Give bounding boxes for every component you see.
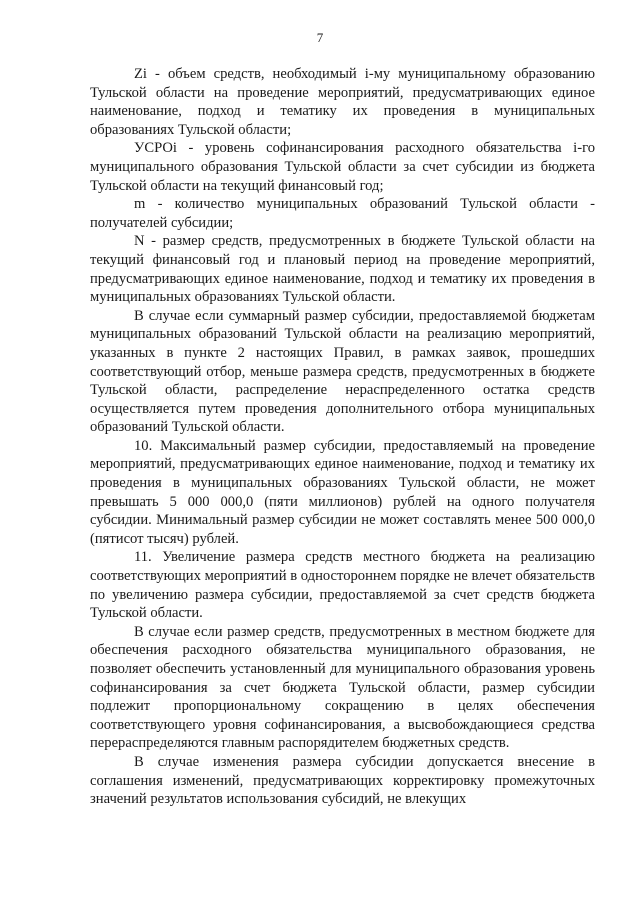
paragraph-item-11-local-budget: 11. Увеличение размера средств местного бюджета на реализацию соответствующих мероприятий в одностороннем порядке не влечет обязательств по увеличению размера субсидии, предоставляемой за счет средств бюджета Тульской области.: [90, 549, 595, 622]
paragraph-remaining-distribution: В случае если суммарный размер субсидии, предоставляемой бюджетам муниципальных образований Тульской области на реализацию мероприятий, указанных в пункте 2 настоящих Правил, в рамках заявок, прошедших соответствующий отбор, меньше размера средств, предусмотренных в бюджете Тульской области, распределение нераспределенного остатка средств осуществляется путем проведения дополнительного отбора муниципальных образований Тульской области.: [90, 307, 595, 436]
paragraph-agreement-changes: В случае изменения размера субсидии допускается внесение в соглашения изменений, предусматривающих корректировку промежуточных значений результатов использования субсидий, не влекущих: [90, 753, 595, 808]
paragraph-usroi-definition: УСРОi - уровень софинансирования расходного обязательства i-го муниципального образования Тульской области за счет субсидии из бюджета Тульской области на текущий финансовый год;: [90, 140, 595, 194]
paragraph-n-definition: N - размер средств, предусмотренных в бюджете Тульской области на текущий финансовый год и плановый период на проведение мероприятий, предусматривающих единое наименование, подход и тематику их проведения в муниципальных образованиях Тульской области.: [90, 233, 595, 306]
page-number: 7: [316, 30, 324, 45]
paragraph-m-definition: m - количество муниципальных образований Тульской области - получателей субсидии;: [90, 196, 595, 231]
paragraph-item-10-subsidy-limits: 10. Максимальный размер субсидии, предоставляемый на проведение мероприятий, предусматривающих единое наименование, подход и тематику их проведения в муниципальных образованиях Тульской области, не может превышать 5 000 000,0 (пяти миллионов) рублей на одного получателя субсидии. Минимальный размер субсидии не может составлять менее 500 000,0 (пятисот тысяч) рублей.: [90, 437, 595, 547]
document-body: [90, 65, 595, 809]
paragraph-proportional-reduction: В случае если размер средств, предусмотренных в местном бюджете для обеспечения расходного обязательства муниципального образования, не позволяет обеспечить установленный для муниципального образования уровень софинансирования за счет бюджета Тульской области, размер субсидии подлежит пропорциональному сокращению в целях обеспечения соответствующего уровня софинансирования, а высвобождающиеся средства перераспределяются главным распорядителем бюджетных средств.: [90, 623, 595, 752]
paragraph-zi-definition: Zi - объем средств, необходимый i-му муниципальному образованию Тульской области на проведение мероприятий, предусматривающих единое наименование, подход и тематику их проведения в муниципальных образованиях Тульской области;: [90, 66, 595, 138]
